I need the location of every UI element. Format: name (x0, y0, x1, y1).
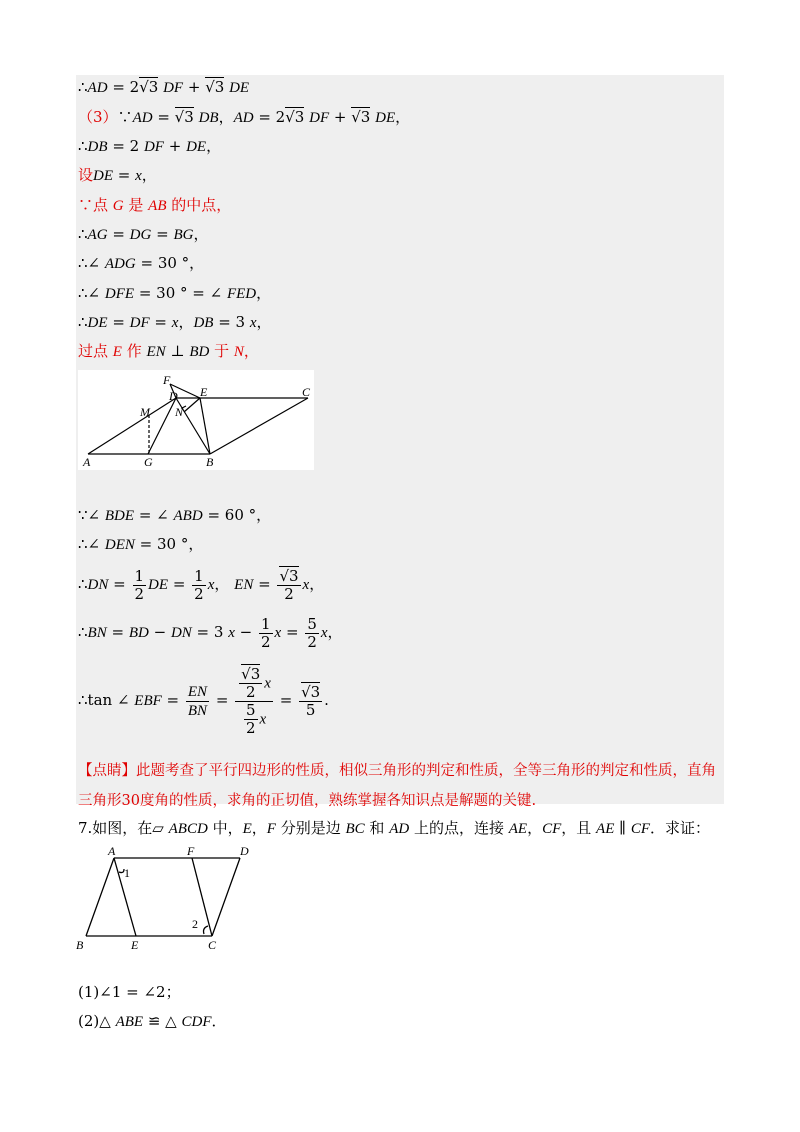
label-G: G (144, 455, 153, 469)
solution-line-4: 设DE = x， (78, 166, 157, 184)
label-A: A (108, 844, 116, 858)
solution-line-3: ∴DB = 2 DF + DE， (78, 137, 222, 155)
label-M: M (140, 405, 150, 419)
comment-tag: 【点睛】 (78, 763, 136, 779)
solution-line-10: 过点 E 作 EN ⊥ BD 于 N， (78, 342, 259, 360)
label-N: N (175, 405, 184, 419)
label-B: B (76, 938, 84, 952)
comment-text: 此题考查了平行四边形的性质，相似三角形的判定和性质，全等三角形的判定和性质，直角三角形30度角的性质，求角的正切值，熟练掌握各知识点是解题的关键. (78, 763, 716, 809)
comment-note (78, 756, 718, 816)
label-angle-1: 1 (124, 866, 130, 880)
label-F: F (163, 373, 171, 387)
label-D: D (240, 844, 249, 858)
problem7-question-2: (2)△ ABE ≌ △ CDF． (78, 1012, 227, 1030)
solution-line-8: ∴∠ DFE = 30 ° = ∠ FED， (78, 284, 272, 302)
label-B: B (206, 455, 214, 469)
label-C: C (302, 385, 311, 399)
solution-line-15: ∴tan ∠ EBF = $\frac{EN}{BN}$ = $\frac{√3}{2}$ x $\frac{5}{2}$ x = $\frac{√3}{5}$ . (78, 664, 329, 737)
solution-line-14: ∴BN = BD − DN = 3 x − $\frac{1}{2}$ x = $\frac{5}{2}$ x， (78, 614, 343, 651)
solution-line-6: ∴AG = DG = BG， (78, 225, 209, 243)
solution-line-11: ∵∠ BDE = ∠ ABD = 60 °， (78, 506, 272, 524)
label-angle-2: 2 (192, 917, 198, 931)
solution-line-12: ∴∠ DEN = 30 °， (78, 535, 204, 553)
solution-line-1: ∴AD = 2√3 DF + √3 DE (78, 78, 250, 96)
problem7-question-1: (1)∠1 = ∠2； (78, 983, 181, 1001)
label-F: F (187, 844, 195, 858)
solution-line-13: ∴DN = $\frac{1}{2}$ DE = $\frac{1}{2}$ x， EN = $\frac{√3}{2}$ x， (78, 566, 325, 603)
problem7-stem: 7.如图，在▱ ABCD 中，E，F 分别是边 BC 和 AD 上的点，连接 AE，CF，且 AE ∥ CF．求证： (78, 819, 711, 837)
solution-line-5: ∵点 G 是 AB 的中点， (78, 196, 232, 214)
solution-line-9: ∴DE = DF = x，DB = 3 x， (78, 313, 272, 331)
solution-line-7: ∴∠ ADG = 30 °， (78, 254, 205, 272)
geometry-figure-problem7 (74, 842, 254, 954)
solution-line-2: （3）∵AD = √3 DB，AD = 2√3 DF + √3 DE， (78, 108, 411, 126)
label-C: C (208, 938, 217, 952)
label-A: A (83, 455, 91, 469)
label-E: E (200, 385, 208, 399)
label-D: D (169, 389, 178, 403)
geometry-figure-parallelogram (78, 370, 314, 470)
label-E: E (131, 938, 139, 952)
